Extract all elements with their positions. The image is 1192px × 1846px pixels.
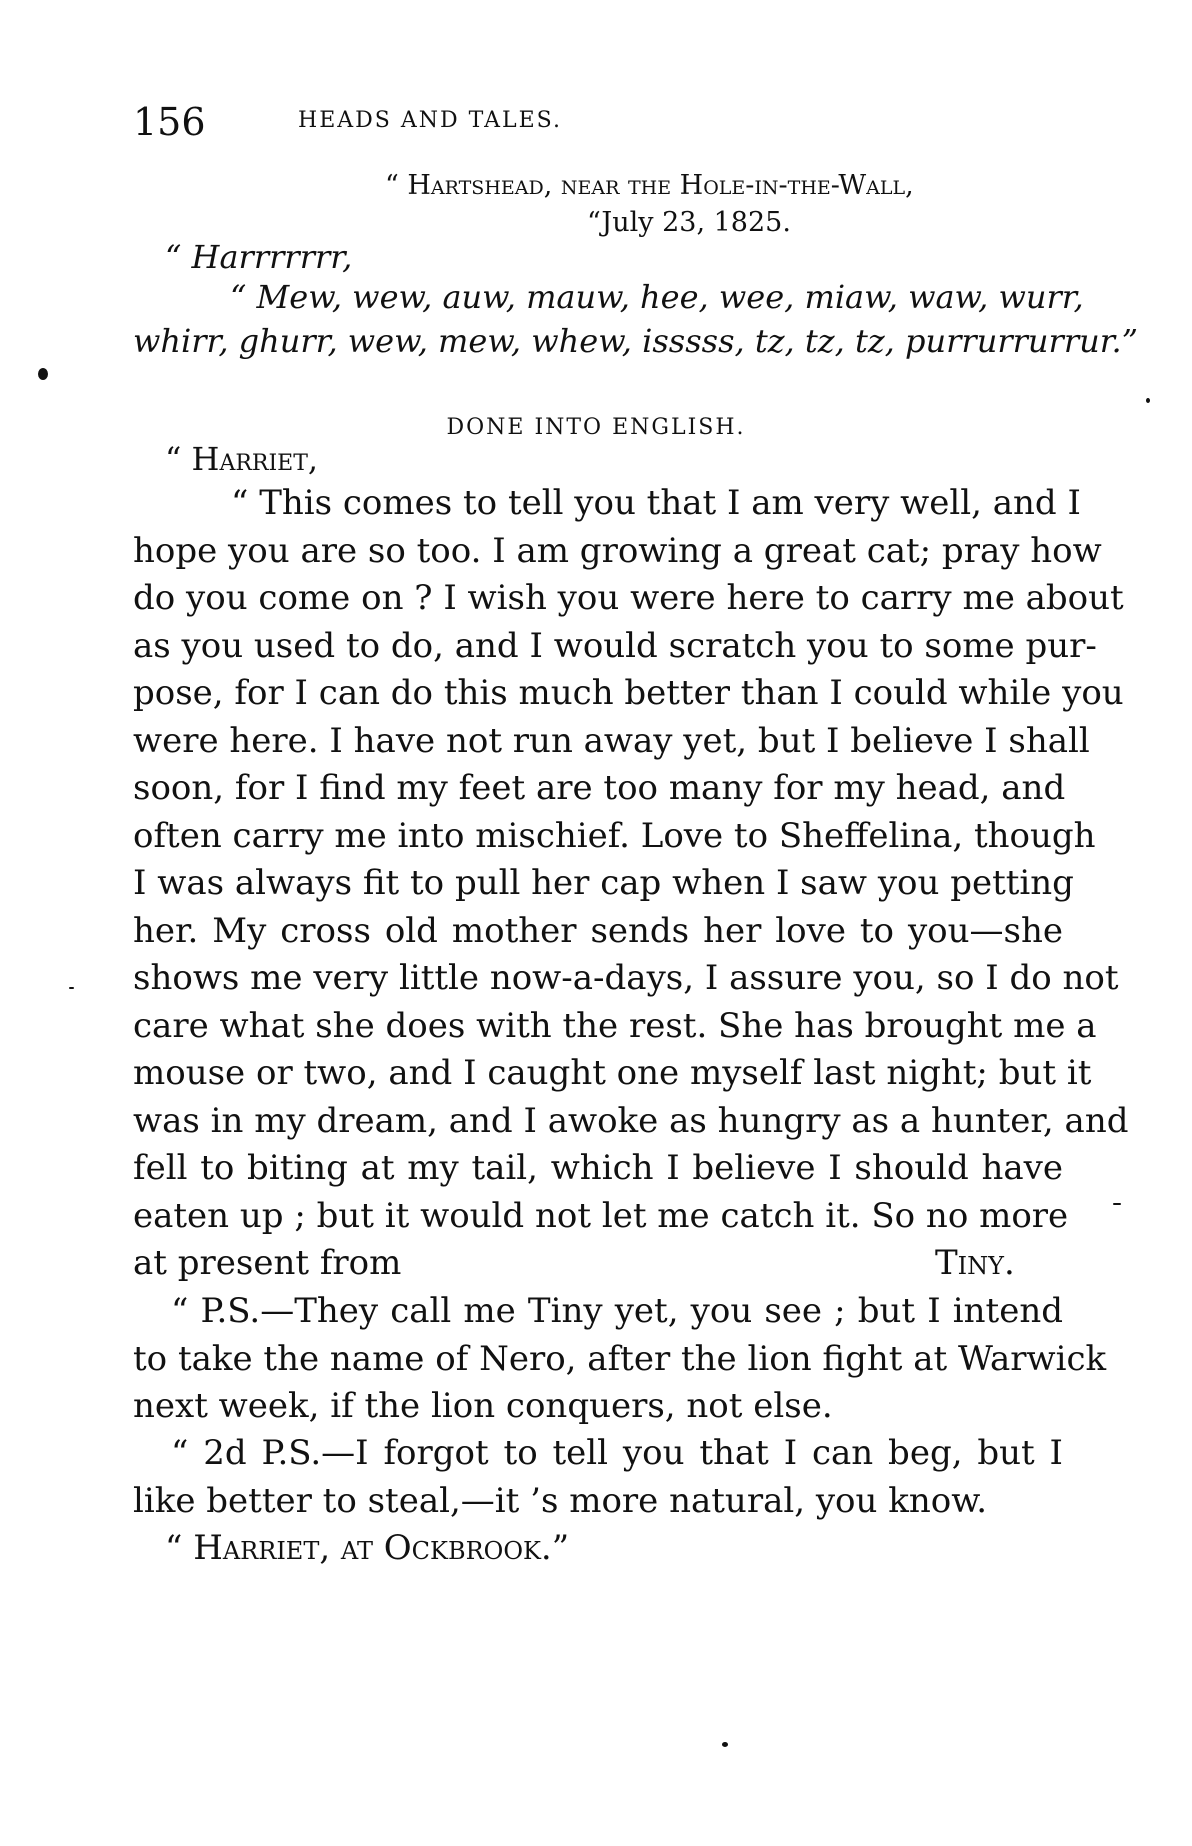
page-number: 156 xyxy=(133,100,206,144)
body-line: as you used to do, and I would scratch you to some pur- xyxy=(133,625,1097,666)
cat-salutation: “ Harrrrrrr, xyxy=(165,238,353,276)
ps-line: “ P.S.—They call me Tiny yet, you see ; but I intend xyxy=(171,1291,1063,1331)
ps2-line: “ 2d P.S.—I forgot to tell you that I can beg, but I xyxy=(171,1433,1063,1473)
translation-body xyxy=(133,480,1129,1240)
second-postscript xyxy=(133,1430,1063,1525)
body-line: soon, for I find my feet are too many for my head, and xyxy=(133,768,1066,808)
translation-heading: DONE INTO ENGLISH. xyxy=(446,415,746,440)
ps-line: next week, if the lion conquers, not else. xyxy=(133,1386,833,1426)
ink-speck xyxy=(38,368,48,380)
letter-date-line: “July 23, 1825. xyxy=(587,207,791,238)
ps2-line: like better to steal,—it ’s more natural, you know. xyxy=(133,1480,988,1521)
letter-address-line: “ Hartshead, near the Hole-in-the-Wall, xyxy=(385,170,914,201)
ink-speck xyxy=(722,1742,728,1747)
running-head-text: HEADS AND TALES. xyxy=(298,108,562,133)
signature: Tiny. xyxy=(935,1243,1015,1283)
ink-speck xyxy=(69,987,74,989)
body-line: pose, for I can do this much better than I could while you xyxy=(133,673,1124,713)
body-line: do you come on ? I wish you were here to carry me about xyxy=(133,578,1124,618)
body-line: mouse or two, and I caught one myself last night; but it xyxy=(133,1053,1092,1093)
translation-salutation: “ Harriet, xyxy=(165,440,319,478)
cat-body-line-2: whirr, ghurr, wew, mew, whew, isssss, tz, tz, tz, purrurrurrur.” xyxy=(133,322,1139,360)
body-line: were here. I have not run away yet, but I believe I shall xyxy=(133,720,1090,761)
body-line: “ This comes to tell you that I am very well, and I xyxy=(231,483,1081,523)
ink-speck xyxy=(1113,1203,1121,1205)
body-line: fell to biting at my tail, which I believe I should have xyxy=(133,1148,1063,1188)
ps-line: to take the name of Nero, after the lion fight at Warwick xyxy=(133,1338,1107,1379)
body-line: hope you are so too. I am growing a great cat; pray how xyxy=(133,530,1102,571)
ink-speck xyxy=(1146,398,1150,403)
running-head xyxy=(0,108,860,133)
body-line: often carry me into mischief. Love to Sheffelina, though xyxy=(133,815,1096,856)
postscript xyxy=(133,1288,1107,1431)
body-line: I was always fit to pull her cap when I saw you petting xyxy=(133,863,1074,903)
body-line: shows me very little now-a-days, I assure you, so I do not xyxy=(133,958,1119,998)
recipient-address: “ Harriet, at Ockbrook.” xyxy=(165,1528,570,1568)
body-line: eaten up ; but it would not let me catch it. So no more xyxy=(133,1195,1069,1236)
body-line: her. My cross old mother sends her love to you—she xyxy=(133,910,1063,951)
closing-line: at present from xyxy=(133,1243,402,1283)
body-line: care what she does with the rest. She has brought me a xyxy=(133,1005,1097,1046)
body-line: was in my dream, and I awoke as hungry as a hunter, and xyxy=(133,1100,1129,1141)
cat-body-line-1: “ Mew, wew, auw, mauw, hee, wee, miaw, waw, wurr, xyxy=(230,278,1084,316)
